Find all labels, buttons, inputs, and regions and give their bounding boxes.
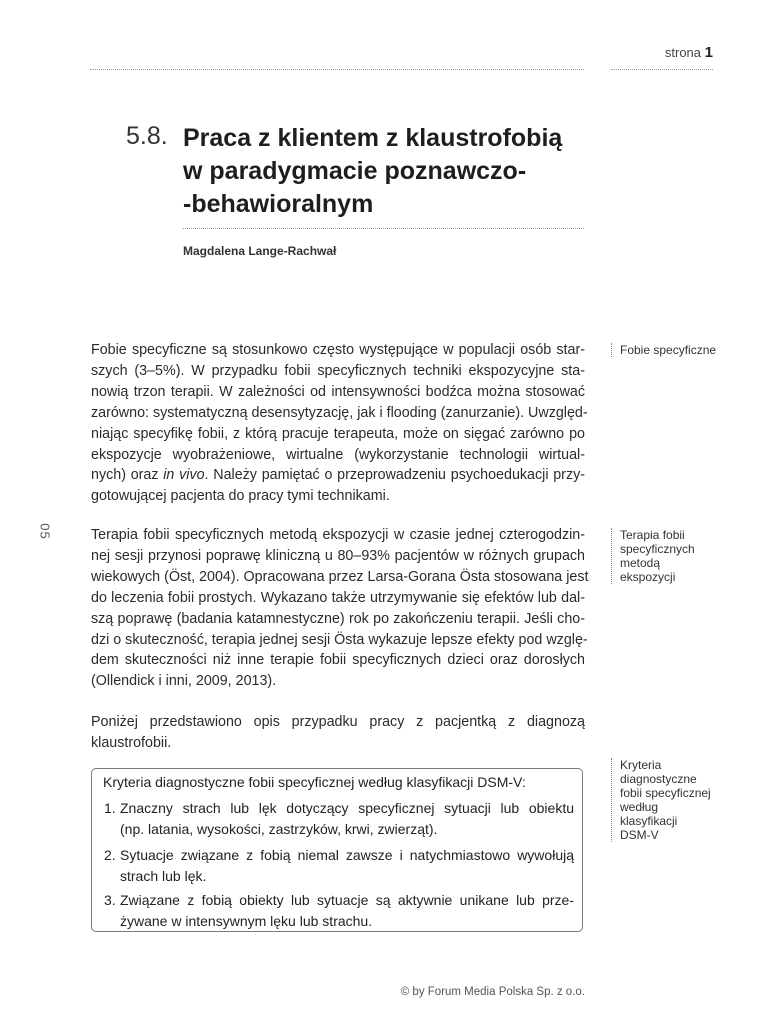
page-word: strona (664, 45, 702, 60)
text-line: nej sesji przynosi poprawę kliniczną u 80–93% pacjentów w różnych grupach (91, 547, 585, 564)
criteria-line: Sytuacje związane z fobią niemal zawsze i natychmiastowo wywołują (120, 847, 574, 863)
margin-note-line: specyficznych (620, 542, 695, 556)
margin-note-line: metodą (620, 556, 661, 570)
margin-note-line: według (620, 800, 659, 814)
text-line: Terapia fobii specyficznych metodą ekspozycji w czasie jednej czterogodzin- (91, 527, 585, 543)
text-run: . Należy pamiętać o przeprowadzeniu psychoedukacji przy- (204, 467, 586, 484)
criteria-item (104, 890, 574, 932)
text-run: nych) oraz (91, 467, 164, 484)
text-line: nowią trzon terapii. W zależności od intensywności bodźca można stosować (91, 383, 585, 400)
title-line: Praca z klientem z klaustrofobią (183, 124, 563, 152)
header-divider (90, 69, 584, 70)
criteria-number: 1. (104, 800, 116, 816)
text-line: wiekowych (Öst, 2004). Opracowana przez Larsa-Gorana Östa stosowana jest (91, 568, 589, 585)
margin-note-line: DSM-V (620, 828, 659, 842)
margin-note-diagnostic-criteria (611, 758, 725, 842)
criteria-line: Związane z fobią obiekty lub sytuacje są aktywnie unikane lub prze- (120, 892, 574, 908)
criteria-number: 3. (104, 892, 116, 908)
text-line: dem skuteczności niż inne terapie fobii specyficznych dzieci oraz dorosłych (91, 652, 585, 669)
text-line: do leczenia fobii prostych. Wykazano także utrzymywanie się efektów lub dal- (91, 589, 585, 606)
page-number-label (580, 44, 713, 61)
criteria-line: żywane w intensywnym lęku lub strachu. (120, 913, 373, 929)
text-line: szych (3–5%). W przypadku fobii specyficznych techniki ekspozycyjne sta- (91, 362, 585, 379)
criteria-heading: Kryteria diagnostyczne fobii specyficznej według klasyfikacji DSM-V: (103, 774, 526, 790)
text-line: szą poprawę (badania katamnestyczne) rok po zakończeniu terapii. Jeśli cho- (91, 610, 585, 627)
criteria-line: (np. latania, wysokości, zastrzyków, krwi, zwierząt). (120, 821, 438, 837)
section-title (183, 122, 583, 221)
chapter-side-number: 05 (37, 523, 53, 540)
text-line: ekspozycje wyobrażeniowe, wirtualne (wykorzystanie technologii wirtual- (91, 446, 585, 463)
criteria-item (104, 798, 574, 840)
paragraph-case-intro (91, 712, 585, 754)
margin-note-line: ekspozycji (620, 570, 676, 584)
page-number: 1 (704, 44, 713, 61)
criteria-line: strach lub lęk. (120, 868, 207, 884)
copyright-footer: © by Forum Media Polska Sp. z o.o. (400, 986, 585, 998)
text-line: Fobie specyficzne są stosunkowo często występujące w populacji osób star- (91, 342, 585, 358)
margin-note-line: Kryteria (620, 758, 662, 772)
criteria-line: Znaczny strach lub lęk dotyczący specyficznej sytuacji lub obiektu (120, 800, 574, 816)
text-line: dzi o skuteczność, terapia jednej sesji Östa wykazuje lepsze efekty pod wzglę- (91, 631, 588, 648)
text-line: zarówno: systematyczną desensytyzację, jak i flooding (zanurzanie). Uwzględ- (91, 404, 588, 421)
text-line: gotowującej pacjenta do pracy tymi technikami. (91, 488, 390, 505)
section-number: 5.8. (126, 122, 168, 150)
author-name: Magdalena Lange-Rachwał (183, 244, 337, 258)
italic-term: in vivo (163, 467, 205, 484)
text-line: klaustrofobii. (91, 734, 172, 751)
title-line: w paradygmacie poznawczo- (183, 157, 527, 185)
text-line (91, 465, 585, 486)
margin-note-line: fobii specyficznej (620, 786, 711, 800)
margin-note-line: klasyfikacji (620, 814, 678, 828)
text-line: (Ollendick i inni, 2009, 2013). (91, 673, 277, 690)
paragraph-specific-phobias (91, 340, 588, 507)
title-divider (183, 228, 584, 229)
criteria-item (104, 845, 574, 887)
margin-note-line: diagnostyczne (620, 772, 697, 786)
margin-note-line: Terapia fobii (620, 528, 685, 542)
criteria-number: 2. (104, 847, 116, 863)
text-line: niając specyfikę fobii, z którą pracuje terapeuta, może on sięgać zarówno po (91, 425, 585, 442)
header-divider-right (611, 69, 713, 70)
text-line: Poniżej przedstawiono opis przypadku pracy z pacjentką z diagnozą (91, 714, 585, 730)
margin-note-specific-phobias (611, 343, 725, 357)
title-line: -behawioralnym (183, 190, 374, 218)
margin-note-line: Fobie specyficzne (620, 343, 717, 357)
paragraph-exposure-therapy (91, 525, 589, 692)
margin-note-exposure-therapy (611, 528, 725, 584)
